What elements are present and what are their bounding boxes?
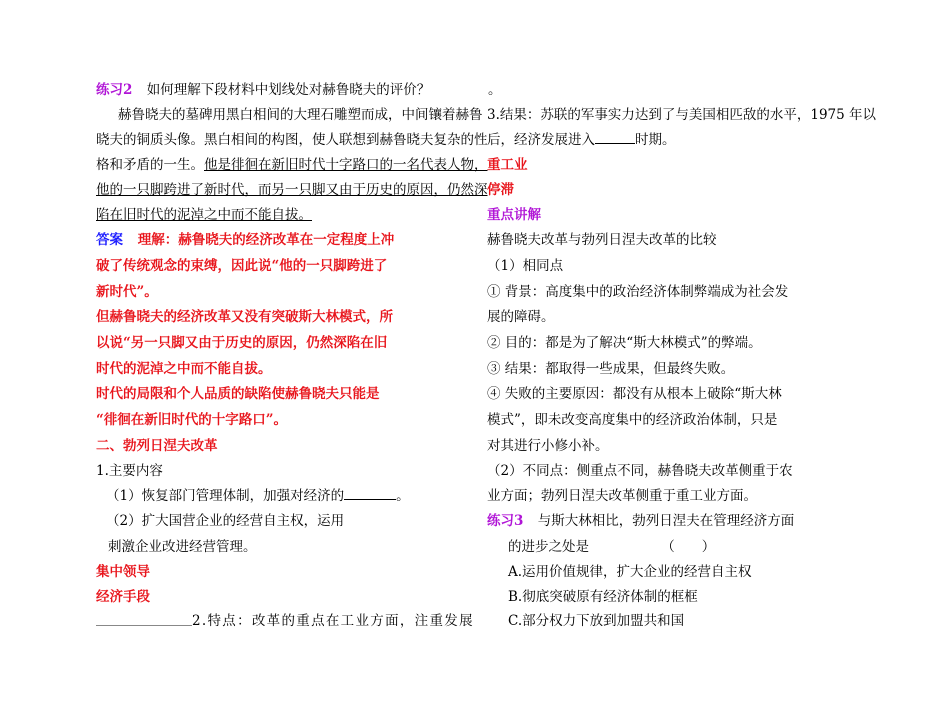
answer-line-1 xyxy=(96,231,394,249)
point-2: ② 目的：都是为了解决“斯大林模式”的弊端。 xyxy=(487,335,762,351)
exercise2-header xyxy=(96,81,430,99)
exercise2-question: 如何理解下段材料中划线处对赫鲁晓夫的评价？ xyxy=(146,82,431,98)
compare-title: 赫鲁晓夫改革与勃列日涅夫改革的比较 xyxy=(487,232,717,248)
passage-underlined-line-4: 他的一只脚跨进了新时代，而另一只脚又由于历史的原因，仍然深 xyxy=(96,182,488,198)
item2-line-1: （2）扩大国营企业的经营自主权，运用 xyxy=(106,513,345,529)
result-line-2 xyxy=(487,131,676,149)
option-c: C.部分权力下放到加盟共和国 xyxy=(508,613,685,629)
item1-end: 。 xyxy=(396,488,410,504)
answer-line-3: 新时代”。 xyxy=(96,284,158,300)
same-points-title: （1）相同点 xyxy=(487,258,564,274)
point-3: ③ 结果：都取得一些成果，但最终失败。 xyxy=(487,361,735,377)
option-a: A.运用价值规律，扩大企业的经营自主权 xyxy=(508,564,752,580)
item1-line xyxy=(106,487,410,505)
passage-line-2: 晓夫的铜质头像。黑白相间的构图，使人联想到赫鲁晓夫复杂的性 xyxy=(96,132,488,148)
passage-line-3 xyxy=(96,156,488,174)
exercise3-header xyxy=(487,512,794,530)
item2-line-2: 刺激企业改进经营管理。 xyxy=(108,539,257,555)
point-4-line-3: 对其进行小修小补。 xyxy=(487,438,609,454)
exercise3-paren: （ ） xyxy=(661,539,716,555)
exercise3-question-2 xyxy=(508,538,715,556)
result-blank xyxy=(595,131,635,144)
passage-underlined-3b: 他是徘徊在新旧时代十字路口的一名代表人物， xyxy=(204,157,488,173)
fill-answer-3: 重工业 xyxy=(487,157,528,173)
answer-line-4: 但赫鲁晓夫的经济改革又没有突破斯大林模式，所 xyxy=(96,309,393,325)
point-4-line-2: 模式”，即未改变高度集中的经济政治体制，只是 xyxy=(487,412,778,428)
answer-line-6: 时代的泥淖之中而不能自拔。 xyxy=(96,361,272,377)
answer-line-7: 时代的局限和个人品质的缺陷使赫鲁晓夫只能是 xyxy=(96,386,380,402)
answer-line-8: “徘徊在新旧时代的十字路口”。 xyxy=(96,412,288,428)
point-1-line-2: 展的障碍。 xyxy=(487,309,555,325)
fill-answer-1: 集中领导 xyxy=(96,564,150,580)
exercise2-label: 练习2 xyxy=(96,82,133,98)
point-4-line-1: ④ 失败的主要原因：都没有从根本上破除“斯大林 xyxy=(487,386,782,402)
answer-line-5: 以说“另一只脚又由于历史的原因，仍然深陷在旧 xyxy=(96,335,388,351)
section2-title: 二、勃列日涅夫改革 xyxy=(96,438,218,454)
exercise3-label: 练习3 xyxy=(487,513,524,529)
item1-blank xyxy=(344,487,396,500)
fill-answer-4: 停滞 xyxy=(487,182,514,198)
main-content-heading: 1.主要内容 xyxy=(96,463,163,479)
option-b: B.彻底突破原有经济体制的框框 xyxy=(508,589,698,605)
passage-line-3a: 格和矛盾的一生。 xyxy=(96,157,204,173)
key-points-title: 重点讲解 xyxy=(487,207,541,223)
feature-text: 2.特点：改革的重点在工业方面，注重发展 xyxy=(192,613,474,629)
fill-answer-2: 经济手段 xyxy=(96,589,150,605)
exercise3-question-2-text: 的进步之处是 xyxy=(508,539,589,555)
diff-line-1: （2）不同点：侧重点不同，赫鲁晓夫改革侧重于农 xyxy=(487,463,793,479)
point-1-line-1: ① 背景：高度集中的政治经济体制弊端成为社会发 xyxy=(487,284,789,300)
answer-label: 答案 xyxy=(96,232,123,248)
item1-text: （1）恢复部门管理体制，加强对经济的 xyxy=(106,488,345,504)
passage-underlined-line-5: 陷在旧时代的泥淖之中而不能自拔。 xyxy=(96,207,312,223)
diff-line-2: 业方面；勃列日涅夫改革侧重于重工业方面。 xyxy=(487,488,757,504)
exercise3-question-1: 与斯大林相比，勃列日涅夫在管理经济方面 xyxy=(537,513,795,529)
answer-text-1: 理解：赫鲁晓夫的经济改革在一定程度上冲 xyxy=(137,232,395,248)
result-line-2a: 后，经济发展进入 xyxy=(487,132,595,148)
result-line-2b: 时期。 xyxy=(635,132,676,148)
answer-line-2: 破了传统观念的束缚，因此说“他的一只脚跨进了 xyxy=(96,258,388,274)
passage-line-1: 赫鲁晓夫的墓碑用黑白相间的大理石雕塑而成，中间镶着赫鲁 xyxy=(118,107,483,123)
result-line-1: 3.结果：苏联的军事实力达到了与美国相匹敌的水平，1975 年以 xyxy=(487,107,877,123)
top-dot: 。 xyxy=(488,82,502,98)
left-separator-line xyxy=(96,625,192,626)
